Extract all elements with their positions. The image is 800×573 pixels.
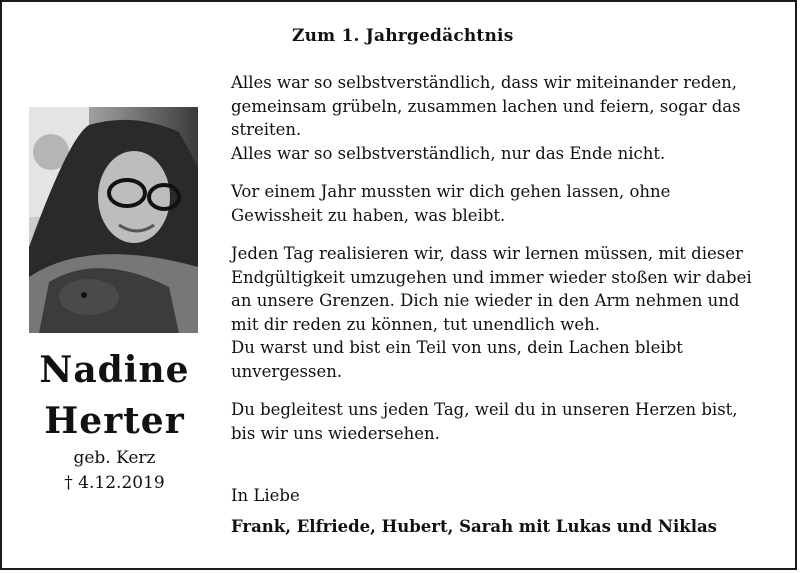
birth-name: geb. Kerz bbox=[73, 448, 156, 468]
closing-phrase: In Liebe bbox=[231, 486, 300, 505]
poem-line: Alles war so selbstverständlich, nur das Ende nicht. bbox=[231, 143, 666, 163]
death-date: † 4.12.2019 bbox=[64, 473, 165, 493]
poem-stanza-3 bbox=[231, 242, 786, 383]
poem-line: mit dir reden zu können, tut unendlich weh. bbox=[231, 314, 601, 334]
anniversary-heading: Zum 1. Jahrgedächtnis bbox=[292, 26, 514, 46]
poem bbox=[231, 71, 786, 460]
poem-line: Endgültigkeit umzugehen und immer wieder stoßen wir dabei bbox=[231, 267, 752, 287]
poem-stanza-1 bbox=[231, 71, 786, 165]
poem-line: Alles war so selbstverständlich, dass wir miteinander reden, bbox=[231, 73, 737, 92]
deceased-first-name: Nadine bbox=[39, 349, 190, 391]
mourners-names: Frank, Elfriede, Hubert, Sarah mit Lukas und Niklas bbox=[231, 517, 717, 536]
poem-stanza-4 bbox=[231, 398, 786, 445]
poem-line: Gewissheit zu haben, was bleibt. bbox=[231, 205, 506, 225]
poem-line: Jeden Tag realisieren wir, dass wir lernen müssen, mit dieser bbox=[231, 244, 743, 263]
poem-line: gemeinsam grübeln, zusammen lachen und feiern, sogar das bbox=[231, 96, 741, 116]
poem-line: Du begleitest uns jeden Tag, weil du in unseren Herzen bist, bbox=[231, 400, 738, 419]
poem-line: Vor einem Jahr mussten wir dich gehen lassen, ohne bbox=[231, 182, 671, 201]
deceased-last-name: Herter bbox=[44, 400, 185, 442]
poem-line: bis wir uns wiedersehen. bbox=[231, 423, 440, 443]
portrait-photo bbox=[29, 107, 198, 333]
poem-line: Du warst und bist ein Teil von uns, dein Lachen bleibt bbox=[231, 338, 683, 357]
poem-line: an unsere Grenzen. Dich nie wieder in den Arm nehmen und bbox=[231, 291, 740, 310]
poem-line: streiten. bbox=[231, 120, 302, 139]
poem-line: unvergessen. bbox=[231, 361, 343, 381]
poem-stanza-2 bbox=[231, 180, 786, 227]
